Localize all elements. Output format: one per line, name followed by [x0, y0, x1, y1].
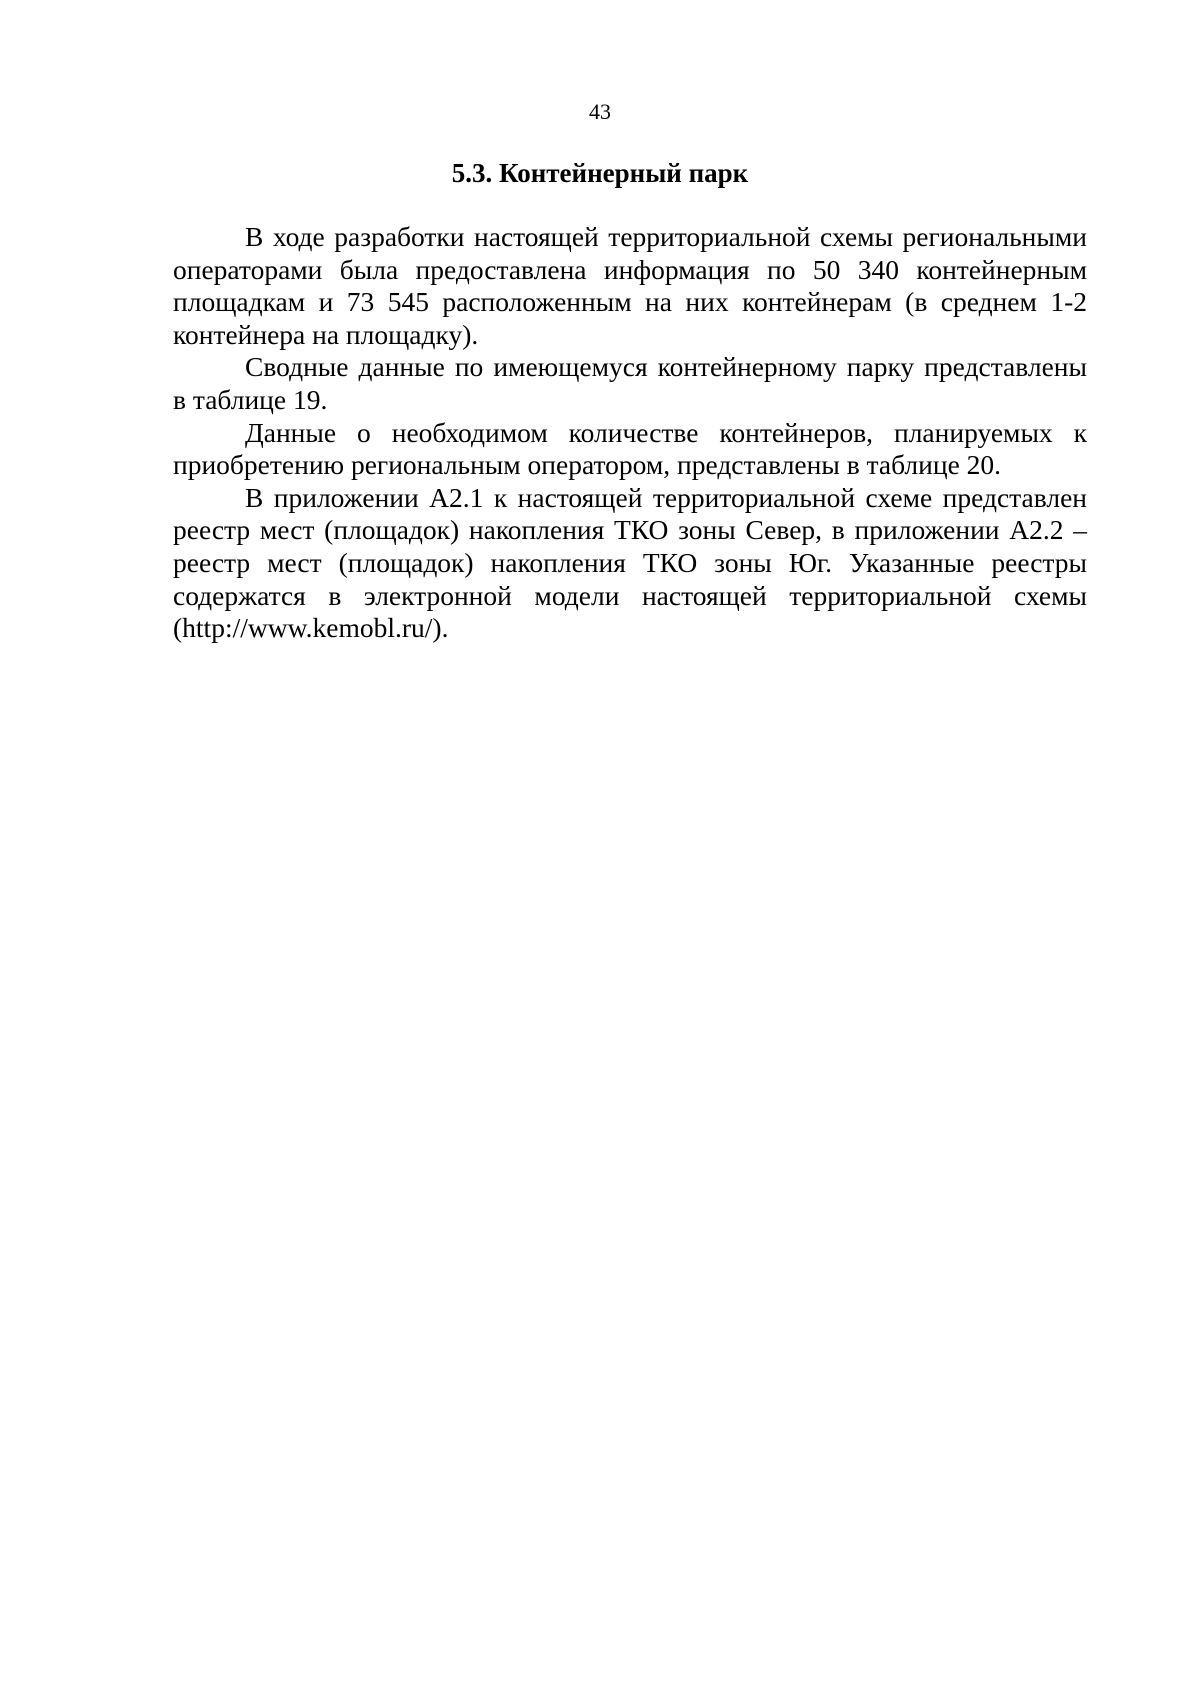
paragraph-summary-table-19: Сводные данные по имеющемуся контейнерному парку представлены в таблице 19.: [173, 351, 1087, 415]
kemobl-url-link[interactable]: (http://www.kemobl.ru/): [173, 612, 442, 644]
url-trailing-period: .: [441, 612, 449, 644]
section-title: 5.3. Контейнерный парк: [451, 158, 749, 188]
body-text: [173, 221, 1087, 645]
paragraph-required-containers-table-20: Данные о необходимом количестве контейнеров, планируемых к приобретению региональным оператором, представлены в таблице 20.: [173, 416, 1087, 481]
page-number: 43: [589, 99, 611, 124]
registries-text: В приложении А2.1 к настоящей территориальной схеме представлен реестр мест (площадок) накопления ТКО зоны Север, в приложении А2.2 – реестр мест (площадок) накопления ТКО зоны Юг. Указанные реестры содержатся в электронной модели настоящей территориальной схемы: [173, 481, 1087, 611]
paragraph-registries: [173, 482, 1087, 645]
paragraph-container-sites: В ходе разработки настоящей территориальной схемы региональными операторами была предоставлена информация по 50 340 контейнерным площадкам и 73 545 расположенным на них контейнерам (в среднем 1-2 контейнера на площадку).: [173, 221, 1087, 350]
